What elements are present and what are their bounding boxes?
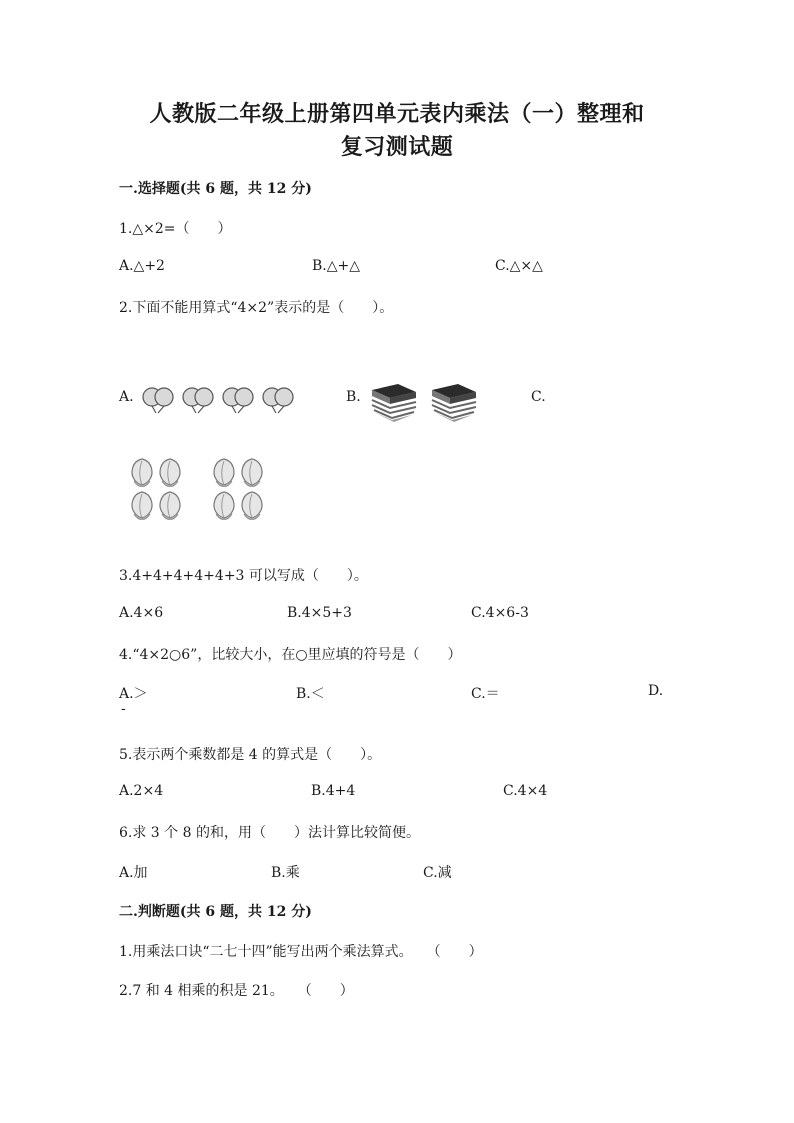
q1-option-a: A.△+2 (119, 258, 165, 274)
q4-option-d-continued: - (121, 701, 126, 717)
q1-option-b: B.△+△ (312, 258, 361, 274)
q6-option-b: B.乘 (271, 865, 300, 881)
question-3: 3.4+4+4+4+4+3 可以写成（ ）。 (119, 568, 368, 584)
q2-option-c: C. (531, 389, 546, 405)
q4-option-d: D. (648, 683, 664, 699)
q2-option-b: B. (346, 389, 361, 405)
section2-header: 二.判断题(共 6 题，共 12 分) (119, 904, 312, 920)
judgement-question-1: 1.用乘法口诀“二七十四”能写出两个乘法算式。 （ ） (119, 944, 483, 960)
q4-option-c: C.＝ (471, 686, 500, 702)
q4-option-b: B.＜ (296, 686, 325, 702)
q3-option-a: A.4×6 (119, 605, 164, 621)
question-5: 5.表示两个乘数都是 4 的算式是（ ）。 (119, 747, 382, 763)
balloon-pairs-icon (140, 383, 300, 417)
q2-option-a: A. (119, 389, 134, 405)
q6-option-a: A.加 (119, 865, 148, 881)
page-title-line2: 复习测试题 (340, 134, 454, 160)
judgement-question-2: 2.7 和 4 相乘的积是 21。 （ ） (119, 983, 354, 999)
q5-option-c: C.4×4 (503, 783, 548, 799)
q4-option-a: A.＞ (119, 686, 148, 702)
peach-group-icon (128, 455, 274, 521)
q5-option-b: B.4+4 (311, 783, 356, 799)
question-4: 4.“4×2○6”，比较大小，在○里应填的符号是（ ） (119, 647, 462, 663)
q5-option-a: A.2×4 (119, 783, 164, 799)
q6-option-c: C.减 (423, 865, 452, 881)
question-1: 1.△×2=（ ） (119, 221, 232, 237)
section1-header: 一.选择题(共 6 题，共 12 分) (119, 181, 312, 197)
q3-option-b: B.4×5+3 (287, 605, 352, 621)
question-6: 6.求 3 个 8 的和，用（ ）法计算比较简便。 (119, 825, 420, 841)
q3-option-c: C.4×6-3 (471, 605, 529, 621)
book-stack-icon (368, 380, 480, 424)
q1-option-c: C.△×△ (495, 258, 543, 274)
question-2: 2.下面不能用算式“4×2”表示的是（ ）。 (119, 300, 394, 316)
page-title-line1: 人教版二年级上册第四单元表内乘法（一）整理和 (149, 101, 645, 127)
